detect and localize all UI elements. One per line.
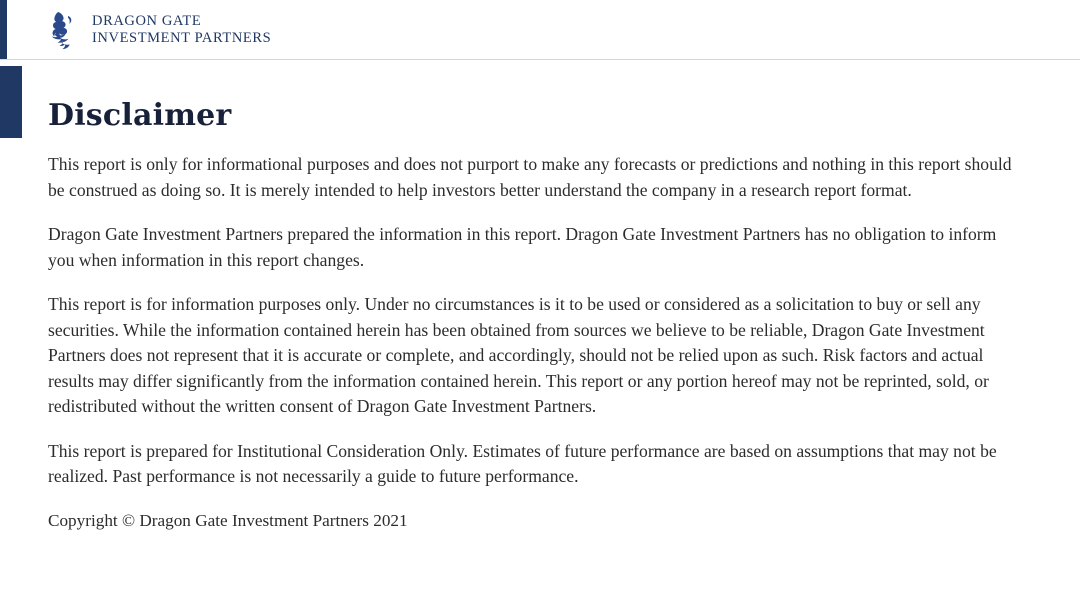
title-left-accent-bar bbox=[0, 66, 22, 138]
disclaimer-body bbox=[48, 152, 1016, 531]
dragon-seal-logo-icon bbox=[44, 10, 80, 50]
document-header bbox=[0, 0, 1080, 60]
brand-wordmark bbox=[92, 13, 271, 45]
disclaimer-paragraph: Dragon Gate Investment Partners prepared the information in this report. Dragon Gate Investment Partners has no obligation to inform you when information in this report changes. bbox=[48, 224, 997, 270]
disclaimer-paragraph: This report is for information purposes only. Under no circumstances is it to be used or considered as a solicitation to buy or sell any securities. While the information contained herein has been obtained from sources we believe to be reliable, Dragon Gate Investment Partners does not represent that it is accurate or complete, and accordingly, should not be relied upon as such. Risk factors and actual results may differ significantly from the information contained herein. This report or any portion hereof may not be reprinted, sold, or redistributed without the written consent of Dragon Gate Investment Partners. bbox=[48, 294, 989, 416]
copyright-notice: Copyright © Dragon Gate Investment Partners 2021 bbox=[48, 510, 408, 530]
brand-line-2: INVESTMENT PARTNERS bbox=[92, 29, 272, 46]
disclaimer-paragraph: This report is only for informational purposes and does not purport to make any forecasts or predictions and nothing in this report should be construed as doing so. It is merely intended to help investors better understand the company in a research report format. bbox=[48, 154, 1012, 200]
disclaimer-paragraph: This report is prepared for Institutional Consideration Only. Estimates of future performance are based on assumptions that may not be realized. Past performance is not necessarily a guide to future performance. bbox=[48, 440, 997, 486]
brand-line-1: DRAGON GATE bbox=[92, 13, 202, 30]
page-title: Disclaimer bbox=[48, 98, 232, 134]
